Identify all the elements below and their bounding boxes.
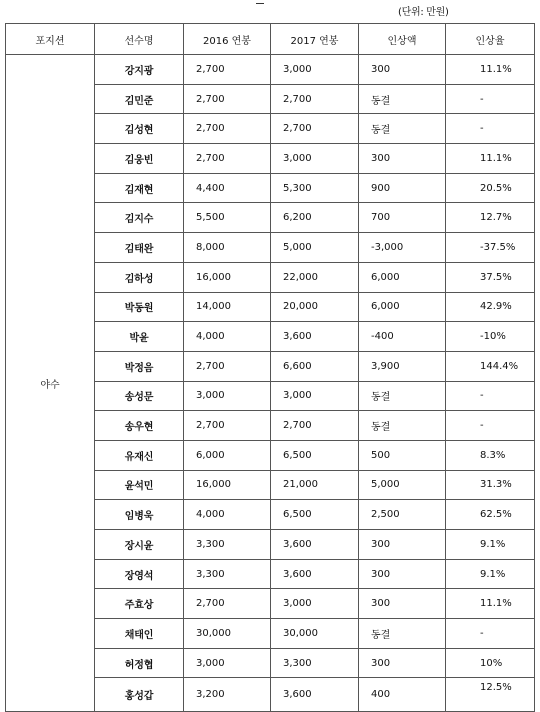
salary-2016-cell: 3,300 xyxy=(184,530,271,560)
increase-amount-cell: 900 xyxy=(359,173,446,203)
player-name-cell: 임병욱 xyxy=(95,500,184,530)
increase-amount-cell: 동결 xyxy=(359,114,446,144)
salary-2017-cell: 6,500 xyxy=(271,500,359,530)
salary-2016-cell: 14,000 xyxy=(184,292,271,322)
player-name-cell: 송우현 xyxy=(95,411,184,441)
increase-amount-cell: -3,000 xyxy=(359,233,446,263)
increase-rate-cell: 9.1% xyxy=(446,559,535,589)
salary-table xyxy=(5,23,535,712)
salary-2017-cell: 20,000 xyxy=(271,292,359,322)
player-name-cell: 장시윤 xyxy=(95,530,184,560)
salary-2016-cell: 3,300 xyxy=(184,559,271,589)
increase-amount-cell: 700 xyxy=(359,203,446,233)
salary-2017-cell: 2,700 xyxy=(271,84,359,114)
salary-2017-cell: 6,600 xyxy=(271,351,359,381)
header-position: 포지션 xyxy=(6,24,95,55)
player-name-cell: 박정음 xyxy=(95,351,184,381)
salary-2016-cell: 16,000 xyxy=(184,262,271,292)
increase-rate-cell: - xyxy=(446,84,535,114)
player-name-cell: 김지수 xyxy=(95,203,184,233)
salary-2017-cell: 2,700 xyxy=(271,411,359,441)
increase-rate-cell: 10% xyxy=(446,648,535,678)
header-salary-2017: 2017 연봉 xyxy=(271,24,359,55)
increase-amount-cell: 300 xyxy=(359,55,446,85)
salary-2016-cell: 2,700 xyxy=(184,589,271,619)
salary-2017-cell: 3,600 xyxy=(271,678,359,712)
increase-rate-cell: - xyxy=(446,114,535,144)
salary-2017-cell: 3,000 xyxy=(271,55,359,85)
header-row xyxy=(6,24,535,55)
salary-2017-cell: 5,000 xyxy=(271,233,359,263)
player-name-cell: 채태인 xyxy=(95,619,184,649)
salary-2016-cell: 2,700 xyxy=(184,114,271,144)
increase-amount-cell: 300 xyxy=(359,559,446,589)
salary-2016-cell: 4,400 xyxy=(184,173,271,203)
increase-rate-cell: 31.3% xyxy=(446,470,535,500)
player-name-cell: 박동원 xyxy=(95,292,184,322)
salary-2017-cell: 6,500 xyxy=(271,440,359,470)
salary-2016-cell: 30,000 xyxy=(184,619,271,649)
salary-2017-cell: 6,200 xyxy=(271,203,359,233)
player-name-cell: 김하성 xyxy=(95,262,184,292)
table-row xyxy=(6,55,535,85)
increase-amount-cell: 300 xyxy=(359,589,446,619)
salary-2016-cell: 3,000 xyxy=(184,381,271,411)
header-increase-rate: 인상율 xyxy=(446,24,535,55)
increase-amount-cell: 동결 xyxy=(359,619,446,649)
increase-rate-cell: 9.1% xyxy=(446,530,535,560)
salary-2016-cell: 5,500 xyxy=(184,203,271,233)
increase-amount-cell: 동결 xyxy=(359,84,446,114)
salary-2016-cell: 2,700 xyxy=(184,411,271,441)
player-name-cell: 강지광 xyxy=(95,55,184,85)
salary-2017-cell: 5,300 xyxy=(271,173,359,203)
increase-rate-cell: 144.4% xyxy=(446,351,535,381)
increase-rate-cell: 37.5% xyxy=(446,262,535,292)
increase-amount-cell: 동결 xyxy=(359,411,446,441)
increase-rate-cell: 20.5% xyxy=(446,173,535,203)
player-name-cell: 김성현 xyxy=(95,114,184,144)
increase-amount-cell: 2,500 xyxy=(359,500,446,530)
salary-2016-cell: 4,000 xyxy=(184,322,271,352)
salary-2017-cell: 3,600 xyxy=(271,530,359,560)
player-name-cell: 주효상 xyxy=(95,589,184,619)
header-increase-amount: 인상액 xyxy=(359,24,446,55)
salary-2016-cell: 2,700 xyxy=(184,84,271,114)
salary-2016-cell: 4,000 xyxy=(184,500,271,530)
player-name-cell: 허정협 xyxy=(95,648,184,678)
increase-rate-cell: -37.5% xyxy=(446,233,535,263)
salary-2016-cell: 8,000 xyxy=(184,233,271,263)
title-fragment xyxy=(256,0,264,4)
salary-2017-cell: 3,600 xyxy=(271,322,359,352)
increase-amount-cell: 300 xyxy=(359,648,446,678)
player-name-cell: 김태완 xyxy=(95,233,184,263)
player-name-cell: 김재현 xyxy=(95,173,184,203)
salary-2016-cell: 2,700 xyxy=(184,351,271,381)
increase-amount-cell: 500 xyxy=(359,440,446,470)
salary-2016-cell: 2,700 xyxy=(184,144,271,174)
increase-rate-cell: 42.9% xyxy=(446,292,535,322)
salary-2017-cell: 3,000 xyxy=(271,144,359,174)
increase-amount-cell: 동결 xyxy=(359,381,446,411)
increase-amount-cell: 5,000 xyxy=(359,470,446,500)
increase-rate-cell: - xyxy=(446,381,535,411)
player-name-cell: 홍성갑 xyxy=(95,678,184,712)
position-cell: 야수 xyxy=(6,55,95,712)
salary-2017-cell: 3,300 xyxy=(271,648,359,678)
increase-amount-cell: 300 xyxy=(359,530,446,560)
salary-2017-cell: 3,000 xyxy=(271,381,359,411)
unit-note: (단위: 만원) xyxy=(398,7,449,18)
player-name-cell: 윤석민 xyxy=(95,470,184,500)
salary-2016-cell: 6,000 xyxy=(184,440,271,470)
salary-2016-cell: 16,000 xyxy=(184,470,271,500)
salary-2017-cell: 2,700 xyxy=(271,114,359,144)
increase-rate-cell: - xyxy=(446,619,535,649)
increase-rate-cell: -10% xyxy=(446,322,535,352)
player-name-cell: 김웅빈 xyxy=(95,144,184,174)
table-body xyxy=(6,55,535,712)
increase-rate-cell: - xyxy=(446,411,535,441)
increase-rate-cell: 11.1% xyxy=(446,589,535,619)
header-player-name: 선수명 xyxy=(95,24,184,55)
player-name-cell: 박윤 xyxy=(95,322,184,352)
increase-amount-cell: 6,000 xyxy=(359,292,446,322)
salary-2017-cell: 30,000 xyxy=(271,619,359,649)
salary-2016-cell: 2,700 xyxy=(184,55,271,85)
player-name-cell: 장영석 xyxy=(95,559,184,589)
salary-2017-cell: 22,000 xyxy=(271,262,359,292)
increase-rate-cell: 12.7% xyxy=(446,203,535,233)
salary-2017-cell: 3,000 xyxy=(271,589,359,619)
increase-rate-cell: 11.1% xyxy=(446,55,535,85)
increase-amount-cell: 300 xyxy=(359,144,446,174)
increase-rate-cell: 11.1% xyxy=(446,144,535,174)
salary-2016-cell: 3,000 xyxy=(184,648,271,678)
salary-2017-cell: 3,600 xyxy=(271,559,359,589)
increase-rate-cell: 8.3% xyxy=(446,440,535,470)
increase-rate-cell: 62.5% xyxy=(446,500,535,530)
increase-amount-cell: 400 xyxy=(359,678,446,712)
player-name-cell: 유재신 xyxy=(95,440,184,470)
salary-2017-cell: 21,000 xyxy=(271,470,359,500)
player-name-cell: 송성문 xyxy=(95,381,184,411)
increase-amount-cell: -400 xyxy=(359,322,446,352)
increase-amount-cell: 6,000 xyxy=(359,262,446,292)
salary-2016-cell: 3,200 xyxy=(184,678,271,712)
increase-rate-cell: 12.5% xyxy=(446,678,535,712)
header-salary-2016: 2016 연봉 xyxy=(184,24,271,55)
player-name-cell: 김민준 xyxy=(95,84,184,114)
increase-amount-cell: 3,900 xyxy=(359,351,446,381)
